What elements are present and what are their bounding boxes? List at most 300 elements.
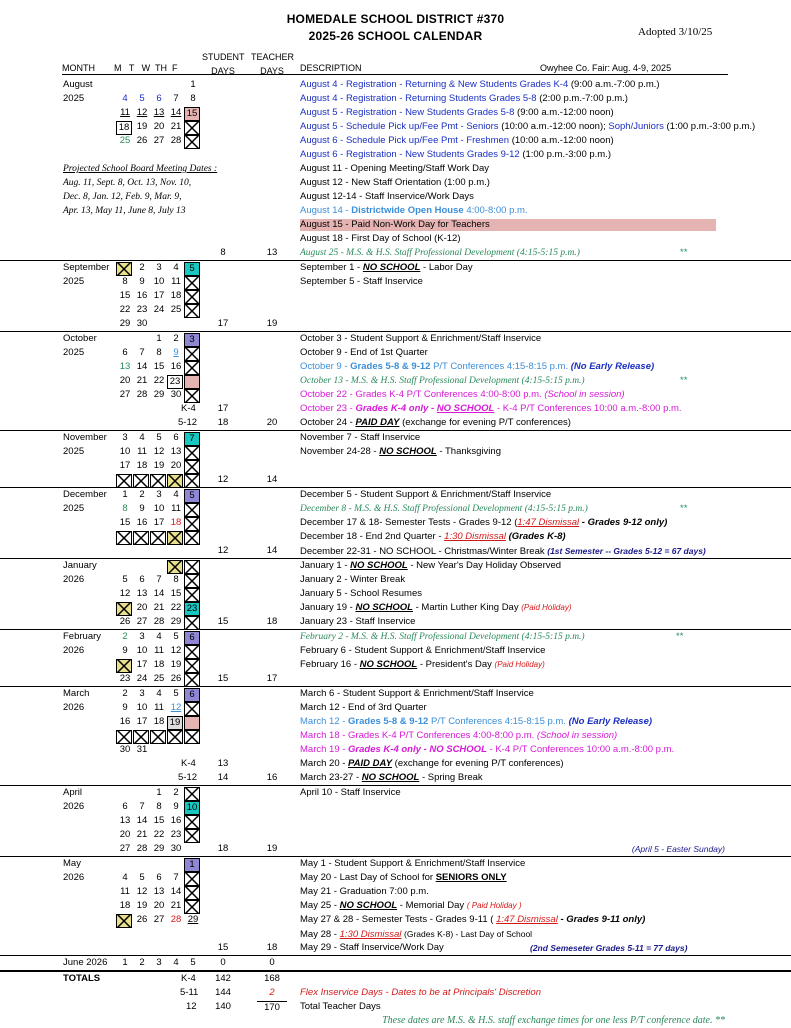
teacher-days: 170 [257,1001,287,1014]
day-cell: 5 [173,688,179,699]
event: December 8 - M.S. & H.S. Staff Professional Development (4:15-5:15 p.m.) [300,504,588,514]
day-cell: 19 [170,659,182,670]
day-cell [184,560,200,574]
totals [0,972,791,1028]
day-cell: 15 [170,588,182,599]
event: October 22 - Grades K-4 P/T Conferences 4:00-8:00 p.m. (School in session) [300,389,625,400]
student-days: 15 [217,616,229,627]
day-cell: 20 [153,900,165,911]
day-cell: 16 [170,361,182,372]
event: August 6 - Registration - New Students Grades 9-12 (1:00 p.m.-3:00 p.m.) [300,149,612,160]
day-cell: 11 [154,645,164,656]
day-cell [184,815,200,829]
month-june [0,956,791,972]
month-year: 2026 [63,801,85,812]
day-cell: 6 [184,631,200,645]
day-cell: 23 [119,673,131,684]
day-cell: 6 [122,347,128,358]
day-cell: 13 [119,361,131,372]
event: August 4 - Registration - Returning Students Grades 5-8 (2:00 p.m.-7:00 p.m.) [300,93,628,104]
event: August 18 - First Day of School (K-12) [300,233,461,244]
event: May 29 - Staff Inservice/Work Day [300,942,444,953]
event: November 24-28 - NO SCHOOL - Thanksgiving [300,446,501,457]
day-cell: 16 [170,815,182,826]
board-meeting-dates: Apr. 13, May 11, June 8, July 13 [63,206,186,216]
day-cell: 29 [170,616,182,627]
day-cell: 27 [153,914,165,925]
day-cell: 27 [119,389,131,400]
day-cell [184,787,200,801]
month-name: January [63,560,97,571]
day-cell: 19 [136,121,148,132]
day-cell: 4 [173,262,179,273]
student-days: 17 [217,403,229,414]
asterisk: ** [680,503,688,514]
day-cell: 12 [153,446,165,457]
calendar-title: 2025-26 SCHOOL CALENDAR [308,29,483,43]
event: February 2 - M.S. & H.S. Staff Professional Development (4:15-5:15 p.m.) [300,632,585,642]
month-march [0,687,791,786]
day-cell: 4 [173,489,179,500]
day-cell: 22 [170,602,182,613]
day-cell: 15 [119,290,131,301]
day-cell [184,361,200,375]
day-cell: 26 [136,914,148,925]
day-cell: 30 [136,318,148,329]
day-cell [116,262,132,276]
day-cell: 21 [170,121,182,132]
month-year: 2025 [63,347,85,358]
event: March 6 - Student Support & Enrichment/Staff Inservice [300,688,534,699]
day-cell: 3 [184,333,200,347]
month-name: April [63,787,83,798]
asterisk: ** [680,247,688,258]
day-cell [116,531,132,545]
day-cell [150,531,166,545]
month-october [0,332,791,431]
day-cell: 30 [119,744,131,755]
grade-label: 12 [186,1001,197,1012]
day-cell: 5 [139,872,145,883]
day-cell: 17 [153,517,165,528]
day-cell [167,560,183,574]
day-cell: 18 [170,517,182,528]
day-cell [167,531,183,545]
day-cell: 29 [187,914,199,925]
day-cell [184,446,200,460]
month-year: 2025 [63,276,85,287]
event: March 19 - Grades K-4 only - NO SCHOOL - K-4 P/T Conferences 10:00 a.m.-8:00 p.m. [300,744,675,755]
day-cell: 29 [153,389,165,400]
day-cell: 12 [170,645,182,656]
student-days: 14 [217,772,229,783]
day-cell: 4 [139,432,145,443]
teacher-days: 18 [266,616,278,627]
day-cell: 29 [119,318,131,329]
day-cell: 8 [173,574,179,585]
event: January 19 - NO SCHOOL - Martin Luther King Day (Paid Holiday) [300,602,572,613]
day-cell: 22 [153,375,165,386]
student-days: 144 [215,987,231,998]
day-cell: 10 [119,446,131,457]
day-cell [184,389,200,403]
event: January 5 - School Resumes [300,588,422,599]
day-cell: 10 [136,702,148,713]
day-cell [184,588,200,602]
day-cell: 14 [170,107,182,118]
day-cell: 20 [136,602,148,613]
day-cell: 19 [136,900,148,911]
day-cell: 3 [156,489,162,500]
day-cell: 8 [156,801,162,812]
col-weekdays-header: M T W TH F [114,63,178,73]
month-september [0,261,791,332]
month-name: September [63,262,110,273]
day-cell: 10 [136,645,148,656]
student-days: 15 [217,673,229,684]
event: October 24 - PAID DAY (exchange for evening P/T conferences) [300,417,571,428]
day-cell [184,276,200,290]
day-cell: 16 [136,517,148,528]
day-cell: 5 [122,574,128,585]
month-december [0,488,791,559]
day-cell: 31 [136,744,148,755]
day-cell [116,914,132,928]
day-cell: 15 [184,107,200,121]
day-cell [167,474,183,488]
day-cell: 13 [136,588,148,599]
header-divider [62,74,728,75]
adopted-date: Adopted 3/10/25 [638,26,713,38]
day-cell: 14 [153,588,165,599]
event: May 25 - NO SCHOOL - Memorial Day ( Paid Holiday ) [300,900,522,911]
day-cell: 4 [173,957,179,968]
day-cell [184,702,200,716]
event: May 1 - Student Support & Enrichment/Staff Inservice [300,858,526,869]
month-name: December [63,489,107,500]
event: December 17 & 18- Semester Tests - Grades 9-12 (1:47 Dismissal - Grades 9-12 only) [300,517,668,528]
month-name: February [63,631,102,642]
month-year: 2026 [63,702,85,713]
day-cell [150,474,166,488]
day-cell [184,574,200,588]
day-cell: 1 [122,957,128,968]
event-highlight: August 15 - Paid Non-Work Day for Teachers [300,219,716,231]
day-cell [184,290,200,304]
day-cell: 17 [136,716,148,727]
month-may [0,857,791,956]
county-fair-note: Owyhee Co. Fair: Aug. 4-9, 2025 [540,63,672,73]
day-cell: 1 [156,333,162,344]
day-cell: 3 [139,688,145,699]
day-cell: 14 [136,361,148,372]
day-cell: 6 [173,432,179,443]
event: January 2 - Winter Break [300,574,406,585]
semester-note: (2nd Semeseter Grades 5-11 = 77 days) [530,943,688,953]
day-cell: 6 [156,872,162,883]
day-cell: 18 [170,290,182,301]
board-meeting-dates: Aug. 11, Sept. 8, Oct. 13, Nov. 10, [63,178,192,188]
day-cell: 8 [156,347,162,358]
event: October 23 - Grades K-4 only - NO SCHOOL - K-4 P/T Conferences 10:00 a.m.-8:00 p.m. [300,403,682,414]
day-cell [184,900,200,914]
month-january [0,559,791,630]
student-days: 18 [217,843,229,854]
student-days: 12 [217,545,229,556]
day-cell: 1 [184,858,200,872]
student-days: 0 [220,957,226,968]
event: March 12 - End of 3rd Quarter [300,702,427,713]
day-cell: 25 [170,304,182,315]
board-meeting-dates: Dec. 8, Jan. 12, Feb. 9, Mar. 9, [63,192,182,202]
day-cell: 5 [184,489,200,503]
day-cell [150,730,166,744]
day-cell [184,304,200,318]
day-cell [184,716,200,730]
month-name: June 2026 [63,957,108,968]
day-cell: 4 [156,631,162,642]
day-cell: 13 [153,886,165,897]
day-cell: 12 [170,702,182,713]
board-meeting-title: Projected School Board Meeting Dates : [63,164,218,174]
day-cell: 4 [156,688,162,699]
day-cell: 23 [170,829,182,840]
day-cell: 3 [156,957,162,968]
day-cell: 7 [139,801,145,812]
day-cell [184,616,200,630]
event: January 1 - NO SCHOOL - New Year's Day Holiday Observed [300,560,562,571]
day-cell [116,474,132,488]
day-cell: 24 [136,673,148,684]
day-cell: 20 [119,375,131,386]
teacher-days: 14 [266,474,278,485]
day-cell: 17 [119,460,131,471]
event: March 12 - Grades 5-8 & 9-12 P/T Conferences 4:15-8:15 p.m. (No Early Release) [300,716,653,727]
day-cell: 9 [122,702,128,713]
grade-label: K-4 [181,973,196,984]
col-month-header: MONTH [62,63,95,73]
day-cell: 12 [136,107,148,118]
day-cell: 15 [153,815,165,826]
month-year: 2026 [63,872,85,883]
teacher-days: 19 [266,318,278,329]
day-cell: 2 [139,489,145,500]
day-cell [184,517,200,531]
day-cell: 21 [170,900,182,911]
month-name: October [63,333,97,344]
event: August 11 - Opening Meeting/Staff Work Day [300,163,490,174]
day-cell: 27 [119,843,131,854]
col-teacher-days-header: DAYS [260,66,284,76]
day-cell: 30 [170,389,182,400]
day-cell: 1 [122,489,128,500]
day-cell: 9 [139,276,145,287]
day-cell: 19 [153,460,165,471]
event: January 23 - Staff Inservice [300,616,416,627]
day-cell: 4 [122,93,128,104]
asterisk: ** [680,375,688,386]
month-november [0,431,791,488]
month-year: 2025 [63,446,85,457]
day-cell: 22 [153,829,165,840]
col-student-days-header: DAYS [211,66,235,76]
student-days: 18 [217,417,229,428]
day-cell: 5 [190,957,196,968]
day-cell: 11 [171,276,181,287]
event: March 20 - PAID DAY (exchange for evening P/T conferences) [300,758,564,769]
day-cell: 25 [119,135,131,146]
event: October 3 - Student Support & Enrichment/Staff Inservice [300,333,542,344]
day-cell: 26 [119,616,131,627]
month-name: May [63,858,81,869]
event: September 1 - NO SCHOOL - Labor Day [300,262,473,273]
month-year: 2026 [63,645,85,656]
day-cell: 17 [153,290,165,301]
day-cell: 24 [153,304,165,315]
col-description-header: DESCRIPTION [300,63,362,73]
day-cell: 21 [136,375,148,386]
day-cell [133,531,149,545]
day-cell: 11 [154,702,164,713]
asterisk: ** [676,631,684,642]
month-february [0,630,791,687]
teacher-days: 13 [266,247,278,258]
grade-label: 5-11 [180,987,199,998]
day-cell: 1 [156,787,162,798]
day-cell: 4 [122,872,128,883]
event: May 28 - 1:30 Dismissal (Grades K-8) - Last Day of School [300,929,533,940]
day-cell: 6 [156,93,162,104]
day-cell: 5 [139,93,145,104]
month-august [0,78,791,261]
day-cell: 9 [139,503,145,514]
day-cell [116,659,132,673]
day-cell: 13 [170,446,182,457]
day-cell [184,872,200,886]
day-cell: 11 [120,886,130,897]
day-cell: 14 [136,815,148,826]
event: November 7 - Staff Inservice [300,432,421,443]
day-cell: 26 [170,673,182,684]
day-cell: 20 [153,121,165,132]
day-cell: 6 [122,801,128,812]
grade-label: K-4 [181,403,196,414]
day-cell: 28 [136,389,148,400]
day-cell [184,886,200,900]
day-cell [184,375,200,389]
teacher-days: 14 [266,545,278,556]
day-cell [184,645,200,659]
month-year: 2025 [63,93,85,104]
day-cell: 11 [120,107,130,118]
easter-note: (April 5 - Easter Sunday) [631,844,725,854]
student-days: 17 [217,318,229,329]
teacher-days: 0 [269,957,275,968]
event: May 27 & 28 - Semester Tests - Grades 9-11 ( 1:47 Dismissal - Grades 9-11 only) [300,914,646,925]
teacher-days: 18 [266,942,278,953]
day-cell [184,531,200,545]
day-cell [167,730,183,744]
district-title: HOMEDALE SCHOOL DISTRICT #370 [286,12,505,26]
day-cell [116,730,132,744]
day-cell: 27 [153,135,165,146]
day-cell: 7 [173,93,179,104]
day-cell: 2 [139,957,145,968]
day-cell: 7 [173,872,179,883]
day-cell: 5 [156,432,162,443]
event: February 16 - NO SCHOOL - President's Day (Paid Holiday) [300,659,545,670]
col-student-header: STUDENT [202,52,245,62]
day-cell: 10 [153,503,165,514]
day-cell: 7 [184,432,200,446]
day-cell: 12 [136,886,148,897]
day-cell: 5 [184,262,200,276]
day-cell: 8 [190,93,196,104]
day-cell: 23 [167,375,183,389]
event: December 5 - Student Support & Enrichment/Staff Inservice [300,489,552,500]
day-cell: 29 [153,843,165,854]
day-cell: 6 [184,688,200,702]
day-cell: 2 [173,787,179,798]
teacher-days: 168 [264,973,280,984]
day-cell [133,730,149,744]
day-cell: 7 [139,347,145,358]
day-cell: 9 [173,801,179,812]
month-year: 2026 [63,574,85,585]
day-cell: 2 [139,262,145,273]
event: March 23-27 - NO SCHOOL - Spring Break [300,772,483,783]
day-cell: 2 [122,688,128,699]
day-cell: 18 [136,460,148,471]
day-cell [184,673,200,687]
day-cell: 23 [184,602,200,616]
day-cell: 22 [119,304,131,315]
student-days: 15 [217,942,229,953]
event: August 14 - Districtwide Open House 4:00-8:00 p.m. [300,205,528,216]
day-cell: 28 [136,843,148,854]
day-cell: 30 [170,843,182,854]
month-name: November [63,432,107,443]
day-cell: 2 [173,333,179,344]
grade-label: 5-12 [178,772,198,783]
day-cell: 8 [122,503,128,514]
event: March 18 - Grades K-4 P/T Conferences 4:00-8:00 p.m. (School in session) [300,730,618,741]
day-cell [116,602,132,616]
day-cell: 26 [136,135,148,146]
day-cell: 21 [153,602,165,613]
day-cell: 23 [136,304,148,315]
day-cell [184,829,200,843]
day-cell [133,474,149,488]
day-cell: 14 [170,886,182,897]
day-cell [184,135,200,149]
month-name: March [63,688,90,699]
day-cell [184,474,200,488]
day-cell: 16 [136,290,148,301]
day-cell: 28 [153,616,165,627]
day-cell: 18 [153,659,165,670]
event: August 5 - Schedule Pick up/Fee Pmt - Seniors (10:00 a.m.-12:00 noon); Soph/Juniors (1:00 p.m.-3:00 p.m.) [300,121,756,132]
day-cell: 9 [173,347,179,358]
calendar-rows [0,78,791,1028]
flex-note: Flex Inservice Days - Dates to be at Principals' Discretion [300,987,541,998]
day-cell [184,503,200,517]
col-teacher-header: TEACHER [251,52,295,62]
total-teacher-days: Total Teacher Days [300,1001,381,1012]
grade-label: 5-12 [178,417,198,428]
grade-label: K-4 [181,758,196,769]
day-cell [184,460,200,474]
